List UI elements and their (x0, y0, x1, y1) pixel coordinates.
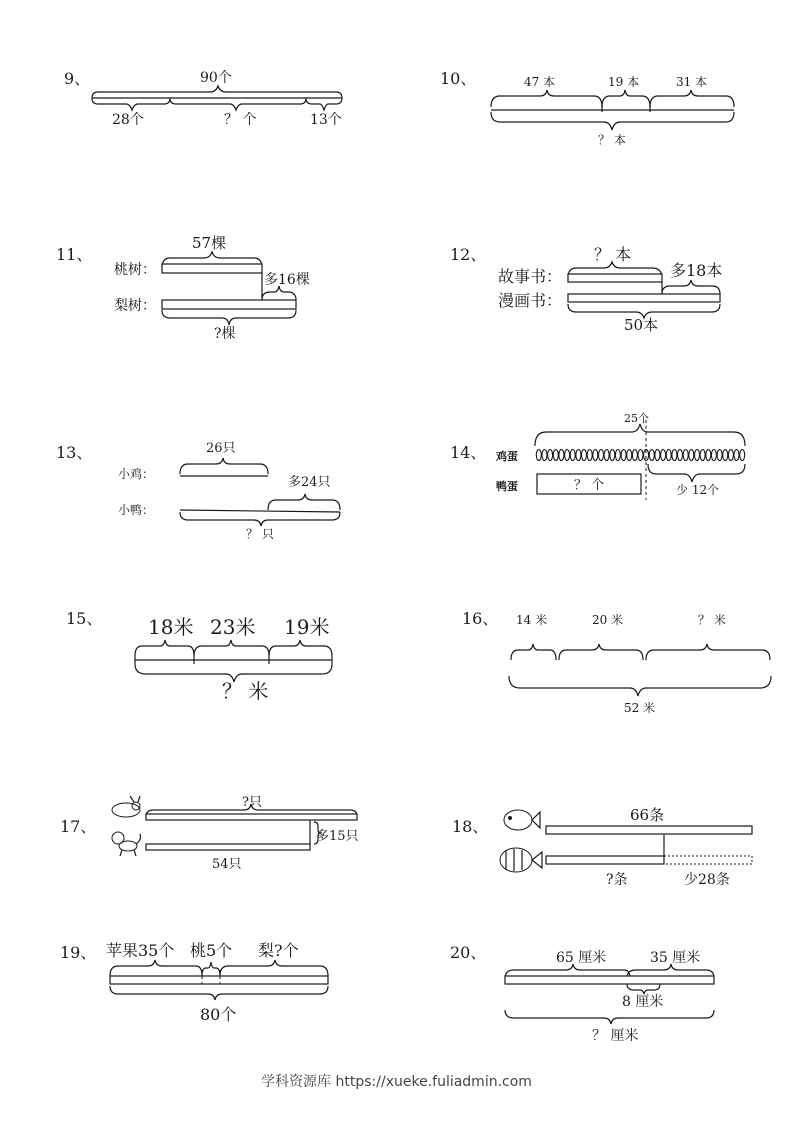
bottom-label: 54只 (212, 857, 242, 872)
problem-12 (450, 245, 722, 334)
egg-circle (678, 450, 683, 461)
brace-c (269, 640, 332, 656)
egg-circle (610, 450, 615, 461)
total-label: ？ 只 (246, 527, 274, 541)
more-label: 多24只 (288, 475, 331, 490)
more-brace (662, 280, 720, 294)
egg-circle (717, 450, 722, 461)
problem-number: 10、 (440, 69, 477, 88)
brace-b (170, 98, 306, 110)
egg-circle (666, 450, 671, 461)
total-label: ?棵 (214, 326, 236, 342)
angelfish-bar (546, 856, 664, 864)
part-a-label: 18米 (148, 615, 194, 639)
total-label: 80个 (200, 1005, 237, 1024)
total-label: 90个 (200, 70, 232, 86)
more-label: 多18本 (670, 261, 723, 280)
egg-circle (734, 450, 739, 461)
brace-a (135, 640, 194, 656)
total-bar (505, 976, 714, 984)
brace-b (559, 644, 643, 660)
egg-circle (632, 450, 637, 461)
part-b-label: 桃5个 (190, 941, 233, 960)
total-label: 25个 (624, 412, 649, 425)
egg-circle (672, 450, 677, 461)
part-a-label: 47 本 (524, 75, 556, 89)
top-label: ?只 (242, 795, 262, 810)
problem-number: 20、 (450, 943, 487, 962)
problem-17 (60, 795, 359, 872)
egg-circle (565, 450, 570, 461)
total-label: ？ 米 (222, 679, 269, 703)
brace-a (491, 90, 602, 107)
part-c-label: ？ 米 (698, 613, 726, 627)
egg-circle (700, 450, 705, 461)
brace-c (650, 90, 734, 107)
egg-circle (570, 450, 575, 461)
part-b-label: 19 本 (608, 75, 640, 89)
pear-bar (162, 300, 296, 309)
part-a-label: 65 厘米 (556, 950, 607, 966)
row2-label: 鸭蛋 (496, 480, 518, 493)
fish-icon (504, 810, 540, 830)
egg-circle (683, 450, 688, 461)
part-c-label: 19米 (284, 615, 330, 639)
egg-circle (695, 450, 700, 461)
problem-number: 11、 (56, 245, 93, 264)
top-brace (535, 424, 745, 446)
row1-label: 小鸡： (118, 467, 155, 481)
monkey-bar (146, 844, 310, 850)
problem-number: 17、 (60, 817, 97, 836)
problem-number: 14、 (450, 443, 487, 462)
egg-circle (689, 450, 694, 461)
problem-18 (452, 806, 752, 888)
top-label: 26只 (206, 441, 236, 456)
total-label: ？ 厘米 (592, 1028, 639, 1044)
row1-label: 桃树： (114, 262, 156, 278)
row2-label: 漫画书： (498, 291, 563, 310)
bottom-brace (110, 986, 328, 1000)
total-label: ？ 本 (598, 133, 626, 147)
peach-bar (162, 264, 262, 273)
problem-number: 18、 (452, 817, 489, 836)
row1-label: 故事书： (498, 267, 563, 286)
footer-source: 学科资源库 https://xueke.fuliadmin.com (261, 1074, 532, 1090)
problem-number: 15、 (66, 609, 103, 628)
fish-bar (546, 826, 752, 834)
part-b-label: 23米 (210, 615, 256, 639)
bottom-brace (509, 676, 771, 696)
problem-number: 19、 (60, 943, 97, 962)
problem-11 (56, 234, 310, 342)
comic-bar (568, 294, 720, 302)
bottom-brace (491, 112, 734, 130)
egg-circle (723, 450, 728, 461)
story-bar (568, 274, 662, 282)
angelfish-icon (500, 848, 542, 872)
problem-16 (462, 609, 771, 715)
egg-circle (649, 450, 654, 461)
overlap-label: 8 厘米 (622, 994, 664, 1010)
egg-circle (706, 450, 711, 461)
brace-b (202, 962, 220, 976)
question-label: ?条 (606, 872, 628, 888)
monkey-icon (112, 832, 141, 856)
row2-label: 梨树： (114, 298, 156, 314)
more-label: 多15只 (316, 829, 359, 844)
egg-circle (615, 450, 620, 461)
brace-b (602, 90, 650, 107)
brace-c (220, 960, 328, 976)
more-brace (268, 494, 340, 510)
egg-circle (542, 450, 547, 461)
part-b-label: ？ 个 (224, 112, 257, 128)
part-a-label: 14 米 (516, 613, 548, 627)
box-label: ？ 个 (574, 478, 605, 493)
egg-circle (536, 450, 541, 461)
part-c-label: 13个 (310, 112, 342, 128)
problem-9 (64, 69, 342, 128)
bottom-brace (180, 512, 340, 526)
part-a-label: 苹果35个 (106, 941, 175, 960)
brace-a (511, 644, 556, 660)
part-b-label: 20 米 (592, 613, 624, 627)
missing-bar-dashed (664, 856, 752, 864)
less-label: 少 12个 (676, 483, 720, 497)
row1-label: 鸡蛋 (496, 450, 518, 463)
row2-label: 小鸭： (118, 503, 155, 517)
total-label: 50本 (624, 316, 659, 334)
rabbit-bar (146, 814, 357, 820)
top-brace (180, 458, 268, 474)
more-brace (262, 286, 296, 300)
top-label: ？ 本 (594, 245, 632, 264)
top-label: 57棵 (192, 234, 227, 252)
part-a-label: 28个 (112, 112, 144, 128)
egg-circle (638, 450, 643, 461)
fruit-bar (110, 976, 328, 984)
egg-circle (582, 450, 587, 461)
duck-bar (180, 510, 340, 512)
less-brace (648, 464, 745, 482)
egg-circle (740, 450, 745, 461)
egg-circle (599, 450, 604, 461)
problem-20 (450, 943, 714, 1044)
overlap-brace (627, 984, 660, 994)
top-label: 66条 (630, 806, 665, 824)
egg-circles (536, 450, 744, 461)
part-c-label: 梨?个 (258, 941, 299, 960)
egg-circle (548, 450, 553, 461)
egg-circle (587, 450, 592, 461)
brace-a (110, 960, 202, 976)
egg-circle (655, 450, 660, 461)
egg-circle (661, 450, 666, 461)
problem-19 (60, 941, 328, 1024)
part-b-label: 35 厘米 (650, 950, 701, 966)
rabbit-icon (112, 796, 140, 817)
egg-circle (576, 450, 581, 461)
problem-14 (450, 412, 745, 500)
problem-number: 16、 (462, 609, 499, 628)
brace-c (306, 98, 342, 110)
problem-13 (56, 441, 340, 541)
total-label: 52 米 (624, 701, 656, 715)
egg-circle (621, 450, 626, 461)
egg-circle (711, 450, 716, 461)
egg-circle (553, 450, 558, 461)
egg-circle (559, 450, 564, 461)
problem-10 (440, 69, 734, 147)
egg-circle (728, 450, 733, 461)
top-brace (92, 86, 342, 98)
egg-circle (604, 450, 609, 461)
egg-circle (593, 450, 598, 461)
problem-number: 13、 (56, 443, 93, 462)
brace-b (194, 640, 269, 656)
egg-circle (627, 450, 632, 461)
bottom-brace (162, 310, 296, 325)
problem-number: 9、 (64, 69, 91, 88)
problem-15 (66, 609, 332, 703)
bottom-brace (505, 1010, 714, 1024)
more-label: 多16棵 (264, 272, 310, 288)
part-c-label: 31 本 (676, 75, 708, 89)
brace-c (646, 644, 770, 660)
problem-number: 12、 (450, 245, 487, 264)
brace-a (92, 98, 170, 110)
less-label: 少28条 (684, 872, 730, 888)
